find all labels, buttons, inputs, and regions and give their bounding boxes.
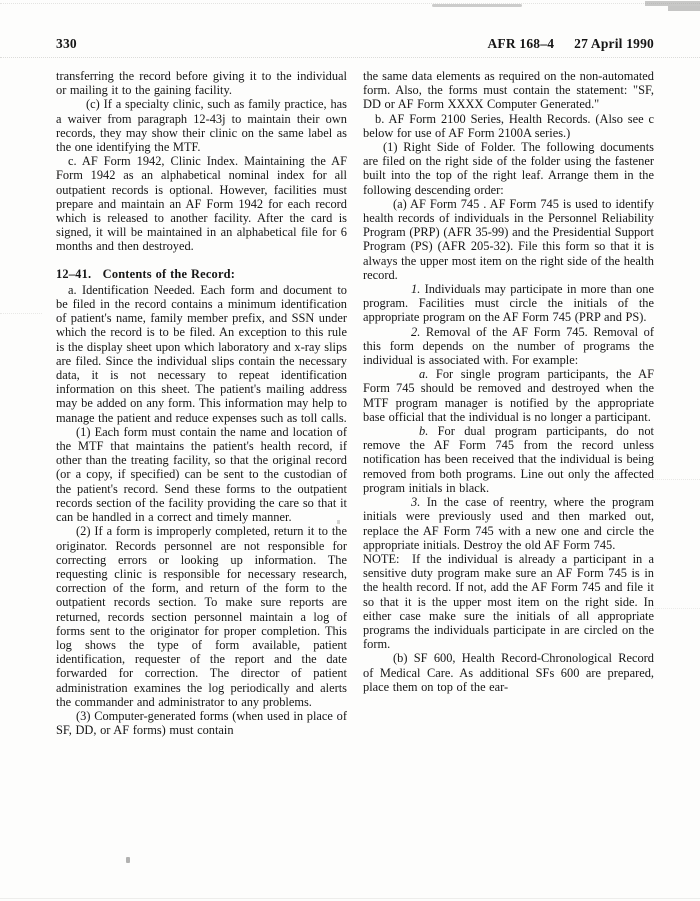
scan-artifact	[0, 898, 700, 899]
paragraph: (c) If a specialty clinic, such as family practice, has a waiver from paragraph 12-43j to maintain their own records, they may show their clinic on the same label as the one identifying the MTF.	[56, 97, 347, 155]
page-header	[56, 36, 654, 52]
paragraph: the same data elements as required on the non-automated form. Also, the forms must contain the statement: "SF, DD or AF Form XXXX Computer Generated."	[363, 69, 654, 112]
text-columns	[56, 69, 654, 737]
scan-artifact	[645, 1, 700, 6]
paragraph-label: 3.	[411, 495, 427, 510]
header-rule	[0, 57, 700, 58]
paragraph: 1. Individuals may participate in more than one program. Facilities must circle the initials of the appropriate program on the AF Form 745 (PRP and PS).	[363, 282, 655, 325]
scan-artifact	[432, 4, 522, 7]
paragraph-label: 2.	[411, 324, 426, 339]
left-column	[56, 69, 347, 737]
paragraph: a. Identification Needed. Each form and document to be filed in the record contains a minimum identification of patient's name, family member prefix, and SSN under which the record is to be filed. An exception to this rule is the display sheet upon which laboratory and x-ray slips are filed. Since the individual slips contain the necessary data, it is not necessary to repeat identification information on this sheet. The patient's mailing address may be added on any form. This information may help to manage the patient and reduce expenses such as toll calls.	[56, 282, 347, 425]
paragraph: (2) If a form is improperly completed, return it to the originator. Records personnel are not responsible for correcting errors or looking up information. The requesting clinic is responsible for necessary research, correction of the form, and return of the form to the outpatient records section. To make sure reports are returned, records section personnel maintain a log of forms sent to the originator for proper completion. This log shows the type of form available, patient identification, requester of the report and the date forwarded for correction. The director of patient administration examines the log periodically and alerts the commander and administrator to any problems.	[56, 524, 347, 709]
paragraph: (a) AF Form 745 . AF Form 745 is used to identify health records of individuals in the Personnel Reliability Program (PRP) (AFR 35-99) and the Presidential Support Program (PS) (AFR 205-32). File this form so that it is always the upper most item on the right side of the health record.	[363, 196, 654, 282]
paragraph: b. For dual program participants, do not remove the AF Form 745 from the record unless notification has been received that the individual is being removed from both programs. Line out only the affected program initials in black.	[363, 424, 654, 495]
section-heading: 12–41. Contents of the Record:	[56, 266, 236, 281]
paragraph: 2. Removal of the AF Form 745. Removal of this form depends on the number of programs the individual is associated with. For example:	[363, 324, 654, 368]
paragraph: (1) Each form must contain the name and location of the MTF that maintains the patient's health record, if other than the treating facility, so that the original record (or a copy, if specified) can be sent to the custodian of the patient's record. Send these forms to the outpatient records section of the facility providing the care so that it can be handled in a correct and timely manner.	[56, 424, 347, 525]
paragraph-label: a.	[419, 367, 436, 382]
paragraph: a. For single program participants, the AF Form 745 should be removed and destroyed when the MTF program manager is notified by the appropriate base official that the individual is no longer a participant.	[363, 367, 655, 424]
doc-reference: AFR 168–4	[487, 36, 555, 51]
scan-artifact	[0, 313, 42, 314]
paragraph: (1) Right Side of Folder. The following documents are filed on the right side of the folder using the fastener built into the top of the right leaf. Arrange them in the following descending order:	[363, 140, 654, 197]
scan-artifact	[652, 479, 700, 480]
paragraph-label: 1.	[411, 282, 425, 297]
scan-artifact	[126, 857, 130, 863]
paragraph: (b) SF 600, Health Record-Chronological Record of Medical Care. As additional SFs 600 are prepared, place them on top of the ear-	[363, 651, 654, 694]
paragraph: transferring the record before giving it to the individual or mailing it to the gaining facility.	[56, 69, 347, 98]
paragraph: b. AF Form 2100 Series, Health Records. (Also see c below for use of AF Form 2100A series.)	[363, 111, 654, 140]
scan-artifact	[0, 3, 700, 4]
paragraph: (3) Computer-generated forms (when used in place of SF, DD, or AF forms) must contain	[56, 708, 347, 738]
page-number: 330	[56, 36, 77, 51]
header-right	[487, 36, 654, 52]
doc-date: 27 April 1990	[574, 36, 654, 51]
scan-artifact	[648, 608, 700, 609]
right-column	[363, 69, 654, 737]
paragraph: NOTE: If the individual is already a participant in a sensitive duty program make sure an AF Form 745 is in the health record. If not, add the AF Form 745 and file it so that it is the upper most item on the right side. In either case make sure the initials of all appropriate programs the individuals participate in are circled on the form.	[363, 551, 654, 652]
paragraph: c. AF Form 1942, Clinic Index. Maintaining the AF Form 1942 as an alphabetical nominal index for all outpatient records is optional. However, facilities must prepare and maintain an AF Form 1942 for each record which is released to another facility. After the card is signed, it will be maintained in an alphabetical file for 6 months and then destroyed.	[56, 154, 347, 254]
paragraph: 3. In the case of reentry, where the program initials were previously used and then marked out, replace the AF Form 745 with a new one and circle the appropriate initials. Destroy the old AF Form 745.	[363, 495, 655, 552]
paragraph-label: b.	[419, 424, 438, 439]
scan-artifact	[668, 6, 700, 11]
